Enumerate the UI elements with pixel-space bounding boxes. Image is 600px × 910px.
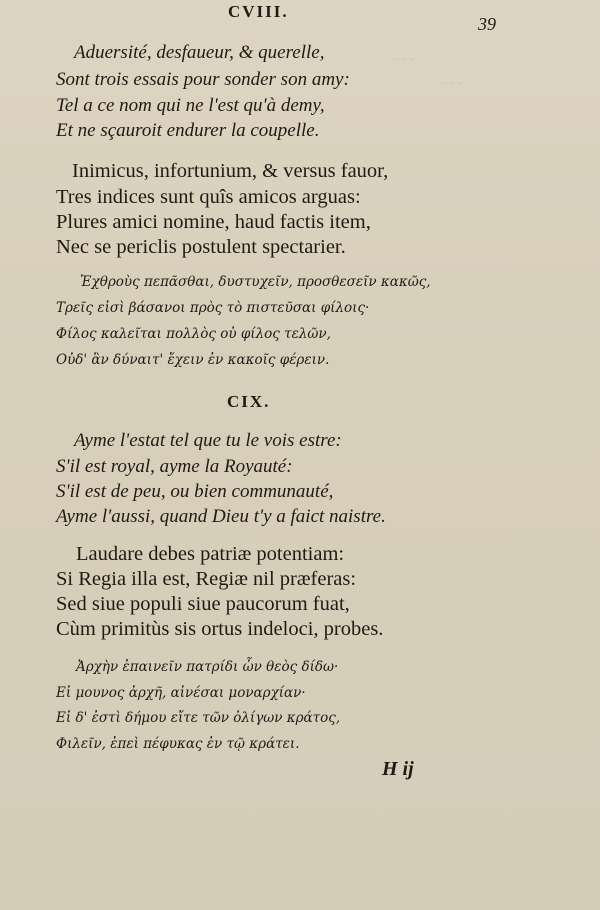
verse-line: Ἐχθροὺς πεπᾶσθαι, δυστυχεῖν, προσθεσεῖν κακῶς, xyxy=(80,274,431,290)
verse-line: Sed siue populi siue paucorum fuat, xyxy=(56,593,350,615)
verse-line: Nec se periclis postulent spectarier. xyxy=(56,236,346,258)
verse-line: Ἀρχὴν ἐπαινεῖν πατρίδι ὧν θεὸς δίδω· xyxy=(76,659,339,675)
verse-line: Tres indices sunt quîs amicos arguas: xyxy=(56,186,361,208)
verse-line: Laudare debes patriæ potentiam: xyxy=(76,543,345,565)
verse-line: Plures amici nomine, haud factis item, xyxy=(56,211,371,233)
verse-line: Φίλος καλεῖται πολλὸς οὐ φίλος τελῶν, xyxy=(56,326,331,342)
verse-line: Sont trois essais pour sonder son amy: xyxy=(56,69,350,90)
bleed-through: · · · xyxy=(392,52,415,68)
verse-line: Inimicus, infortunium, & versus fauor, xyxy=(72,160,389,182)
verse-line: S'il est royal, ayme la Royauté: xyxy=(56,456,293,477)
verse-line: Cùm primitùs sis ortus indeloci, probes. xyxy=(56,618,384,640)
verse-line: Tel a ce nom qui ne l'est qu'à demy, xyxy=(56,95,325,116)
verse-line: Τρεῖς εἰσὶ βάσανοι πρὸς τὸ πιστεῦσαι φίλοις· xyxy=(56,300,370,316)
page-number: 39 xyxy=(478,14,496,34)
verse-line: Φιλεῖν, ἐπεὶ πέφυκας ἐν τῷ κράτει. xyxy=(56,736,300,752)
verse-line: Εἰ δ' ἐστὶ δήμου εἴτε τῶν ὀλίγων κράτος, xyxy=(56,710,341,726)
verse-line: Εἰ μουνος ἀρχῆ, αἰνέσαι μοναρχίαν· xyxy=(56,685,306,701)
verse-line: Οὐδ' ἂν δύναιτ' ἔχειν ἐν κακοῖς φέρειν. xyxy=(56,352,330,368)
signature-mark: H ij xyxy=(382,758,414,780)
verse-line: Ayme l'aussi, quand Dieu t'y a faict naistre. xyxy=(56,506,386,527)
verse-line: Aduersité, desfaueur, & querelle, xyxy=(74,42,325,63)
running-header: CVIII. xyxy=(228,2,289,21)
verse-line: Si Regia illa est, Regiæ nil præferas: xyxy=(56,568,357,590)
section-title: CIX. xyxy=(227,392,271,411)
bleed-through: · · · xyxy=(440,76,463,92)
verse-line: S'il est de peu, ou bien communauté, xyxy=(56,481,334,502)
verse-line: Et ne sçauroit endurer la coupelle. xyxy=(56,120,320,141)
verse-line: Ayme l'estat tel que tu le vois estre: xyxy=(74,430,342,451)
